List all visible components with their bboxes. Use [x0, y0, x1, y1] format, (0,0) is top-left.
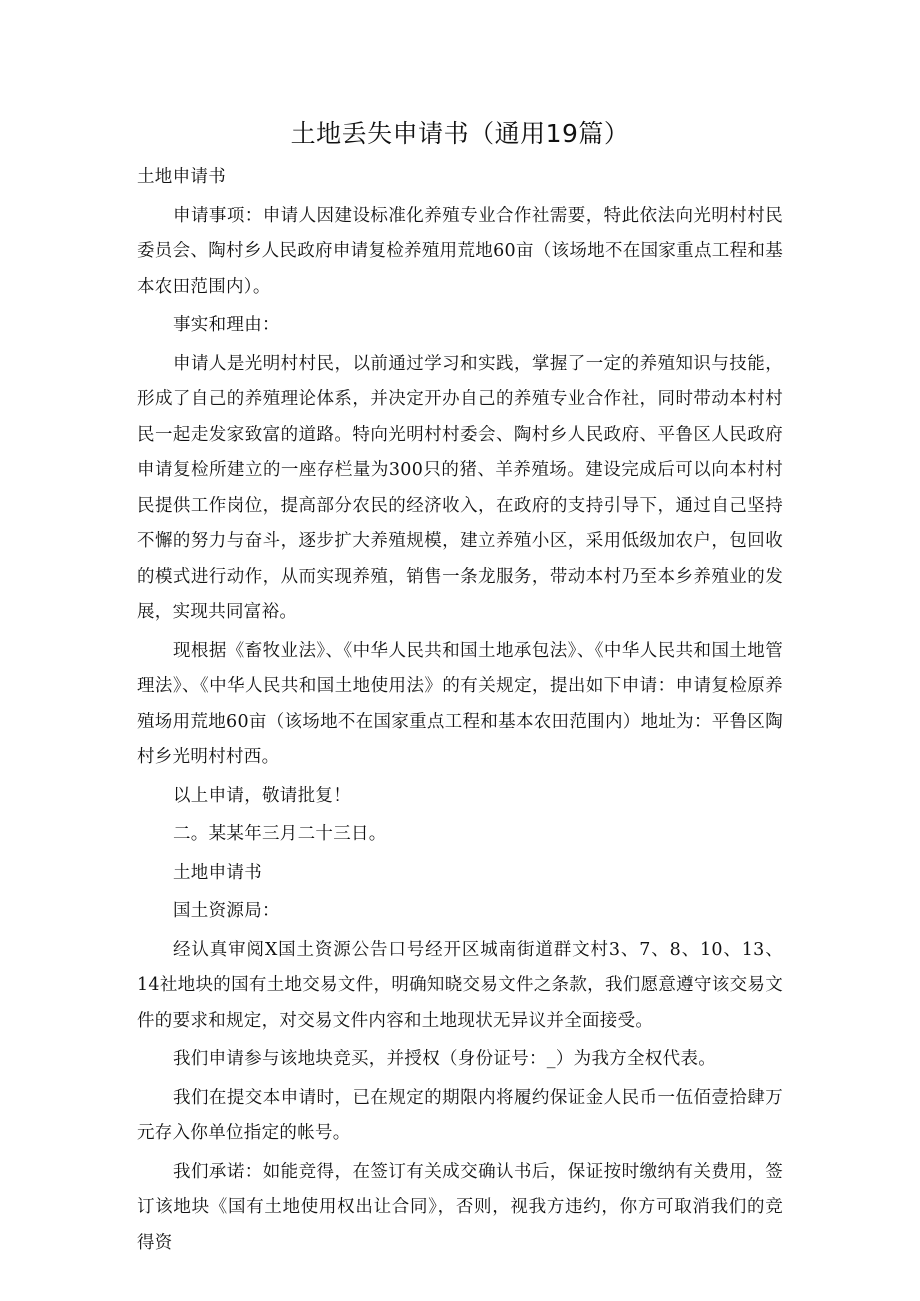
paragraph: 我们申请参与该地块竞买，并授权（身份证号：_）为我方全权代表。	[173, 1049, 717, 1069]
document-body	[137, 160, 783, 1261]
paragraph: 我们在提交本申请时，已在规定的期限内将履约保证金人民币一伍佰壹拾肆万元存入你单位指定的帐号。	[137, 1087, 783, 1143]
paragraph: 土地申请书	[173, 862, 262, 883]
paragraph: 我们承诺：如能竞得，在签订有关成交确认书后，保证按时缴纳有关费用，签订该地块《国有土地使用权出让合同》，否则，视我方违约，你方可取消我们的竞得资	[137, 1161, 783, 1253]
paragraph: 申请人是光明村村民，以前通过学习和实践，掌握了一定的养殖知识与技能，形成了自己的养殖理论体系，并决定开办自己的养殖专业合作社，同时带动本村村民一起走发家致富的道路。特向光明村村委会、陶村乡人民政府、平鲁区人民政府申请复检所建立的一座存栏量为300只的猪、羊养殖场。建设完成后可以向本村村民提供工作岗位，提高部分农民的经济收入，在政府的支持引导下，通过自己坚持不懈的努力与奋斗，逐步扩大养殖规模，建立养殖小区，采用低级加农户，包回收的模式进行动作，从而实现养殖，销售一条龙服务，带动本村乃至本乡养殖业的发展，实现共同富裕。	[137, 353, 783, 622]
paragraph: 以上申请，敬请批复！	[173, 785, 351, 806]
paragraph: 申请事项：申请人因建设标准化养殖专业合作社需要，特此依法向光明村村民委员会、陶村乡人民政府申请复检养殖用荒地60亩（该场地不在国家重点工程和基本农田范围内）。	[137, 205, 783, 297]
paragraph: 经认真审阅X国土资源公告口号经开区城南街道群文村3、7、8、10、13、14社地块的国有土地交易文件，明确知晓交易文件之条款，我们愿意遵守该交易文件的要求和规定，对交易文件内容和土地现状无异议并全面接受。	[137, 939, 783, 1031]
paragraph: 事实和理由：	[173, 315, 280, 335]
paragraph: 现根据《畜牧业法》、《中华人民共和国土地承包法》、《中华人民共和国土地管理法》、《中华人民共和国土地使用法》的有关规定，提出如下申请：申请复检原养殖场用荒地60亩（该场地不在国家重点工程和基本农田范围内）地址为：平鲁区陶村乡光明村村西。	[137, 640, 783, 767]
paragraph: 二。某某年三月二十三日。	[173, 824, 387, 844]
paragraph: 国土资源局：	[173, 901, 280, 921]
paragraph: 土地申请书	[137, 167, 226, 187]
document-title: 土地丢失申请书（通用19篇）	[290, 119, 630, 148]
